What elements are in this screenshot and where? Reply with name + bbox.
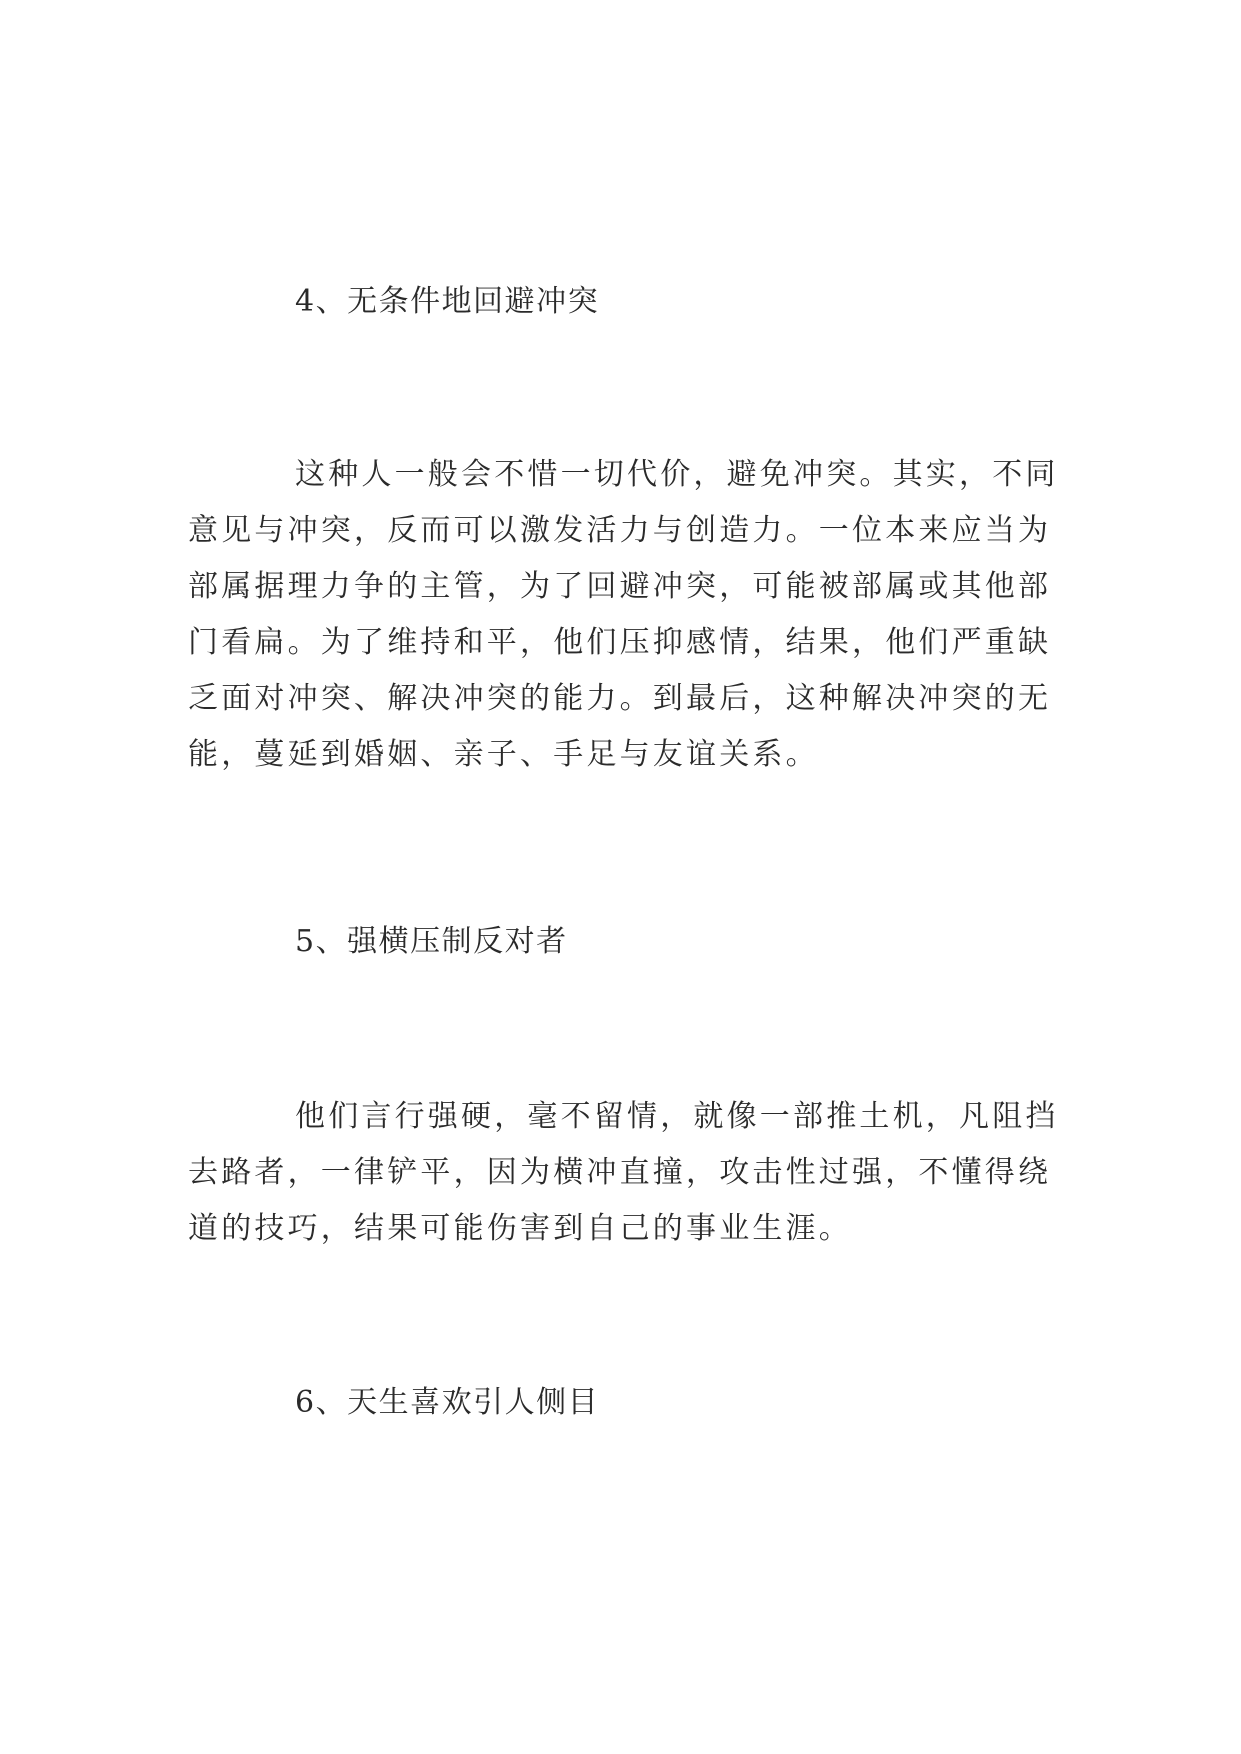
paragraph-line: 他们言行强硬，毫不留情，就像一部推土机，凡阻挡 — [295, 1099, 1059, 1134]
section-heading-6: 6、天生喜欢引人侧目 — [295, 1385, 600, 1420]
section-heading-4: 4、无条件地回避冲突 — [295, 284, 600, 319]
paragraph-line: 部属据理力争的主管，为了回避冲突，可能被部属或其他部 — [188, 569, 1052, 604]
paragraph-line: 门看扁。为了维持和平，他们压抑感情，结果，他们严重缺 — [188, 625, 1052, 660]
paragraph-line: 去路者，一律铲平，因为横冲直撞，攻击性过强，不懂得绕 — [188, 1155, 1052, 1190]
paragraph-line: 这种人一般会不惜一切代价，避免冲突。其实，不同 — [295, 457, 1059, 492]
paragraph-line: 能，蔓延到婚姻、亲子、手足与友谊关系。 — [188, 737, 819, 772]
section-heading-5: 5、强横压制反对者 — [295, 924, 568, 959]
paragraph-line: 乏面对冲突、解决冲突的能力。到最后，这种解决冲突的无 — [188, 681, 1052, 716]
paragraph-line: 意见与冲突，反而可以激发活力与创造力。一位本来应当为 — [188, 513, 1052, 548]
paragraph-line: 道的技巧，结果可能伤害到自己的事业生涯。 — [188, 1211, 852, 1246]
